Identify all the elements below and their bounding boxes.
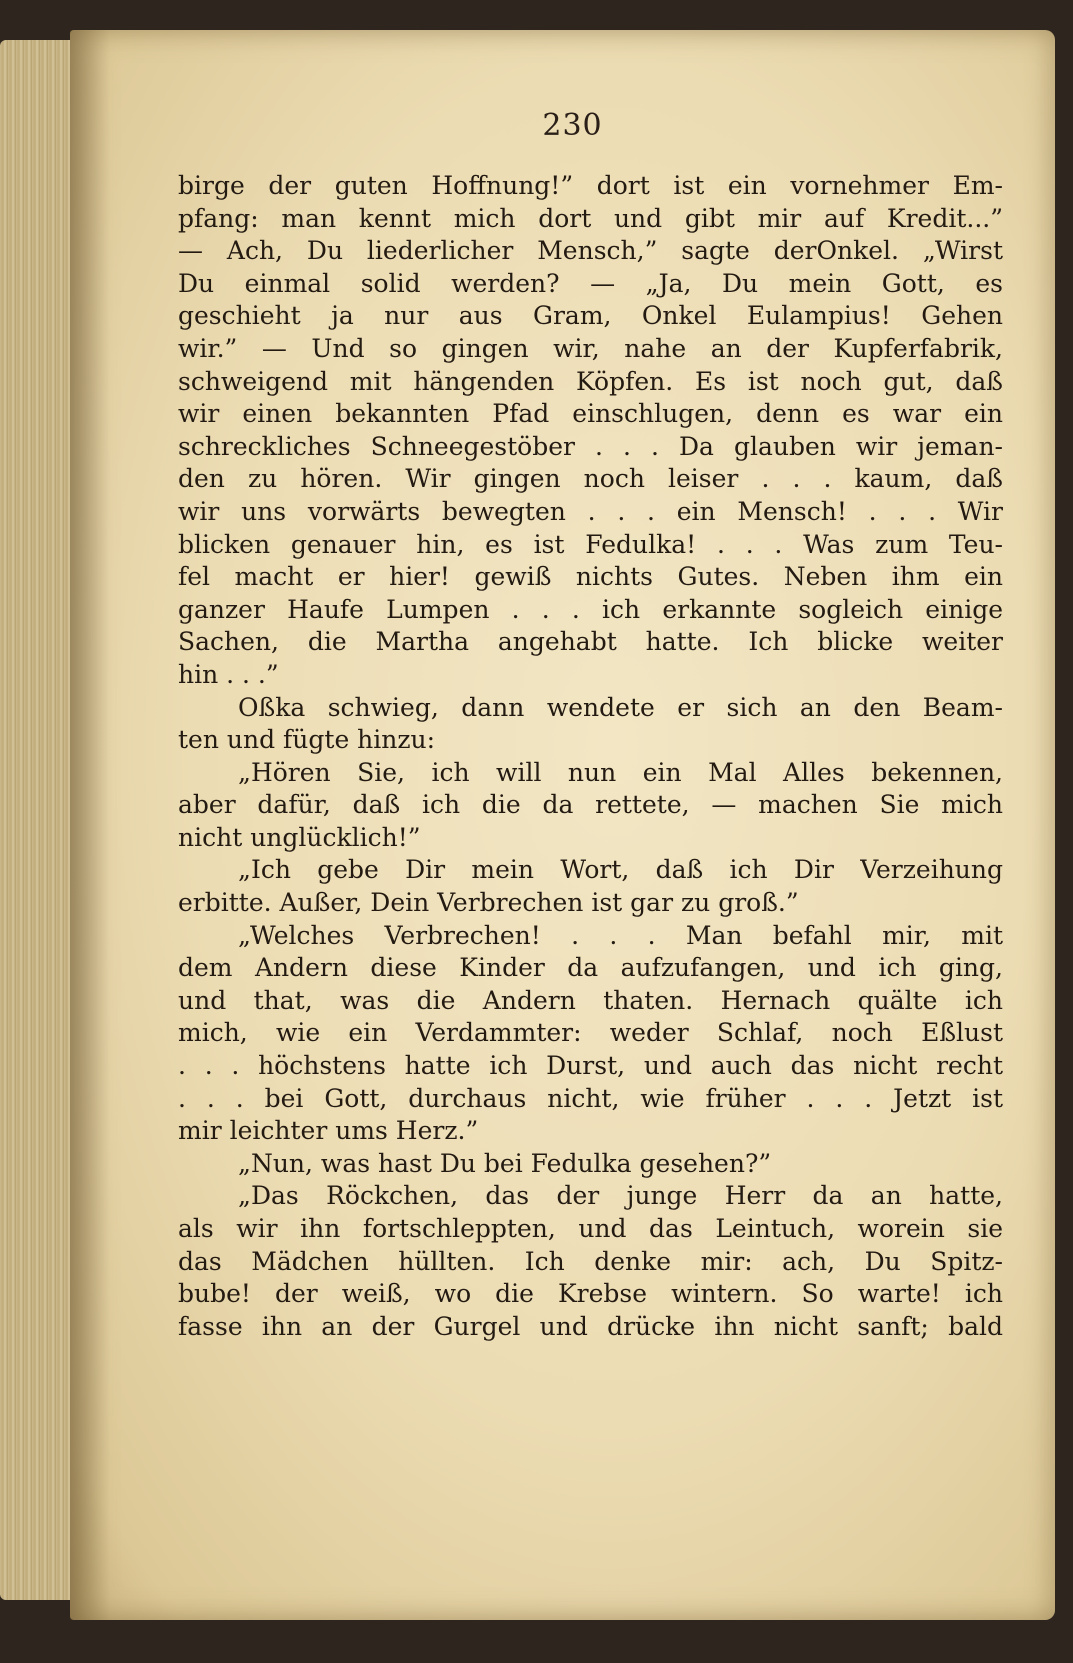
text-line: schreckliches Schneegestöber . . . Da glauben wir jeman-: [178, 431, 1003, 461]
page-number: 230: [542, 108, 603, 143]
text-line: wir uns vorwärts bewegten . . . ein Mensch! . . . Wir: [178, 496, 1003, 526]
text-line: . . . bei Gott, durchaus nicht, wie früher . . . Jetzt ist: [178, 1083, 1003, 1113]
text-line: wir.” — Und so gingen wir, nahe an der Kupferfabrik,: [178, 333, 1003, 363]
page-text: [178, 170, 1003, 1343]
text-line: aber dafür, daß ich die da rettete, — machen Sie mich: [178, 790, 1003, 820]
text-line: „Das Röckchen, das der junge Herr da an hatte,: [238, 1181, 1003, 1211]
text-line: Du einmal solid werden? — „Ja, Du mein Gott, es: [178, 268, 1003, 298]
text-line: nicht unglücklich!”: [178, 822, 421, 852]
text-line: ten und fügte hinzu:: [178, 725, 436, 755]
text-line: — Ach, Du liederlicher Mensch,” sagte derOnkel. „Wirst: [178, 236, 1003, 266]
text-line: mich, wie ein Verdammter: weder Schlaf, noch Eßlust: [178, 1018, 1003, 1048]
text-line: geschieht ja nur aus Gram, Onkel Eulampius! Gehen: [178, 301, 1003, 331]
text-line: wir einen bekannten Pfad einschlugen, denn es war ein: [178, 399, 1003, 429]
text-line: pfang: man kennt mich dort und gibt mir auf Kredit...”: [178, 203, 1003, 233]
text-line: dem Andern diese Kinder da aufzufangen, und ich ging,: [178, 953, 1003, 983]
text-line: mir leichter ums Herz.”: [178, 1116, 479, 1146]
text-line: Oßka schwieg, dann wendete er sich an den Beam-: [238, 692, 1003, 722]
text-line: fasse ihn an der Gurgel und drücke ihn nicht sanft; bald: [178, 1311, 1003, 1341]
text-line: blicken genauer hin, es ist Fedulka! . . . Was zum Teu-: [178, 529, 1003, 559]
text-line: „Ich gebe Dir mein Wort, daß ich Dir Verzeihung: [238, 855, 1003, 885]
spine-shadow: [70, 30, 110, 1620]
text-line: bube! der weiß, wo die Krebse wintern. So warte! ich: [178, 1279, 1003, 1309]
text-line: birge der guten Hoffnung!” dort ist ein vornehmer Em-: [178, 171, 1003, 200]
text-line: . . . höchstens hatte ich Durst, und auch das nicht recht: [178, 1051, 1003, 1081]
text-line: schweigend mit hängenden Köpfen. Es ist noch gut, daß: [178, 366, 1003, 396]
text-line: fel macht er hier! gewiß nichts Gutes. Neben ihm ein: [178, 562, 1003, 592]
text-line: als wir ihn fortschleppten, und das Leintuch, worein sie: [178, 1214, 1003, 1243]
text-line: Sachen, die Martha angehabt hatte. Ich blicke weiter: [178, 627, 1003, 657]
text-line: ganzer Haufe Lumpen . . . ich erkannte sogleich einige: [178, 594, 1003, 624]
text-line: den zu hören. Wir gingen noch leiser . . . kaum, daß: [178, 464, 1003, 494]
text-line: und that, was die Andern thaten. Hernach quälte ich: [178, 985, 1003, 1015]
text-line: „Welches Verbrechen! . . . Man befahl mir, mit: [238, 920, 1003, 950]
text-line: „Hören Sie, ich will nun ein Mal Alles bekennen,: [238, 757, 1003, 787]
text-line: hin . . .”: [178, 659, 279, 689]
text-line: das Mädchen hüllten. Ich denke mir: ach, Du Spitz-: [178, 1246, 1003, 1276]
text-line: erbitte. Außer, Dein Verbrechen ist gar zu groß.”: [178, 888, 799, 918]
text-line: „Nun, was hast Du bei Fedulka gesehen?”: [238, 1148, 772, 1178]
